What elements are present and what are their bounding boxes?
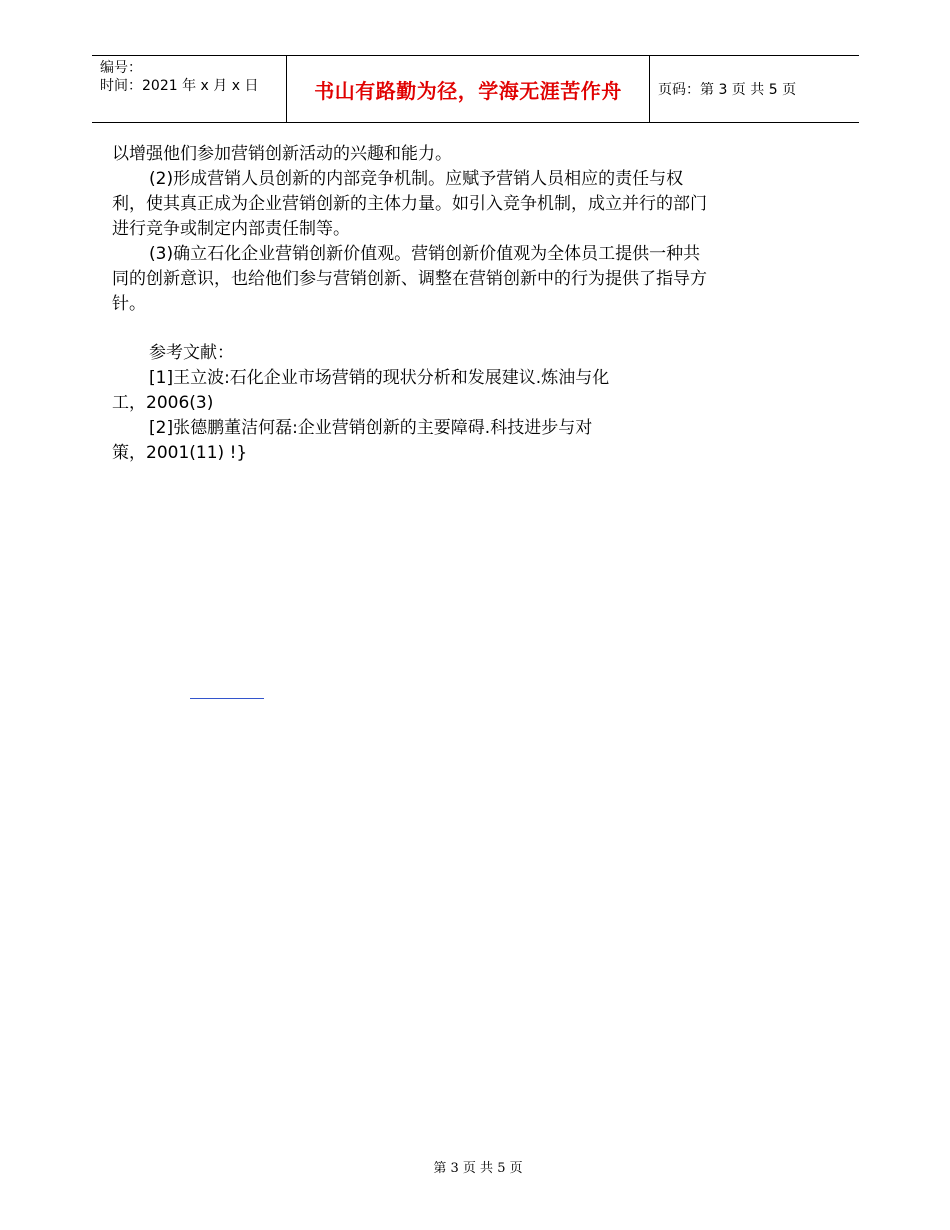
- hyperlink-underline[interactable]: [190, 698, 264, 699]
- body-line: 以增强他们参加营销创新活动的兴趣和能力。: [112, 144, 452, 164]
- body-line: 利，使其真正成为企业营销创新的主体力量。如引入竞争机制，成立并行的部门: [112, 194, 707, 214]
- doc-time-label: 时间：2021 年 x 月 x 日: [100, 78, 259, 94]
- body-line: (2)形成营销人员创新的内部竞争机制。应赋予营销人员相应的责任与权: [149, 169, 684, 189]
- page-header: [92, 55, 859, 123]
- references-title: 参考文献：: [149, 343, 234, 363]
- header-page-cell: [650, 56, 859, 122]
- references-section: [112, 341, 772, 466]
- reference-item: 工，2006(3): [112, 393, 214, 413]
- header-page-code: 页码：第 3 页 共 5 页: [658, 82, 797, 98]
- page-footer: 第 3 页 共 5 页: [433, 1161, 523, 1176]
- header-meta-cell: [92, 56, 287, 122]
- reference-item: [1]王立波:石化企业市场营销的现状分析和发展建议.炼油与化: [149, 368, 610, 388]
- body-line: 同的创新意识，也给他们参与营销创新、调整在营销创新中的行为提供了指导方: [112, 269, 707, 289]
- reference-item: [2]张德鹏董洁何磊:企业营销创新的主要障碍.科技进步与对: [149, 418, 593, 438]
- body-line: (3)确立石化企业营销创新价值观。营销创新价值观为全体员工提供一种共: [149, 244, 701, 264]
- header-motto-cell: [287, 56, 650, 122]
- body-line: 针。: [112, 294, 146, 314]
- header-motto: 书山有路勤为径，学海无涯苦作舟: [314, 78, 622, 103]
- reference-item: 策，2001(11) !}: [112, 443, 248, 463]
- body-content: [112, 142, 772, 466]
- doc-number-label: 编号：: [100, 60, 142, 76]
- body-line: 进行竞争或制定内部责任制等。: [112, 219, 350, 239]
